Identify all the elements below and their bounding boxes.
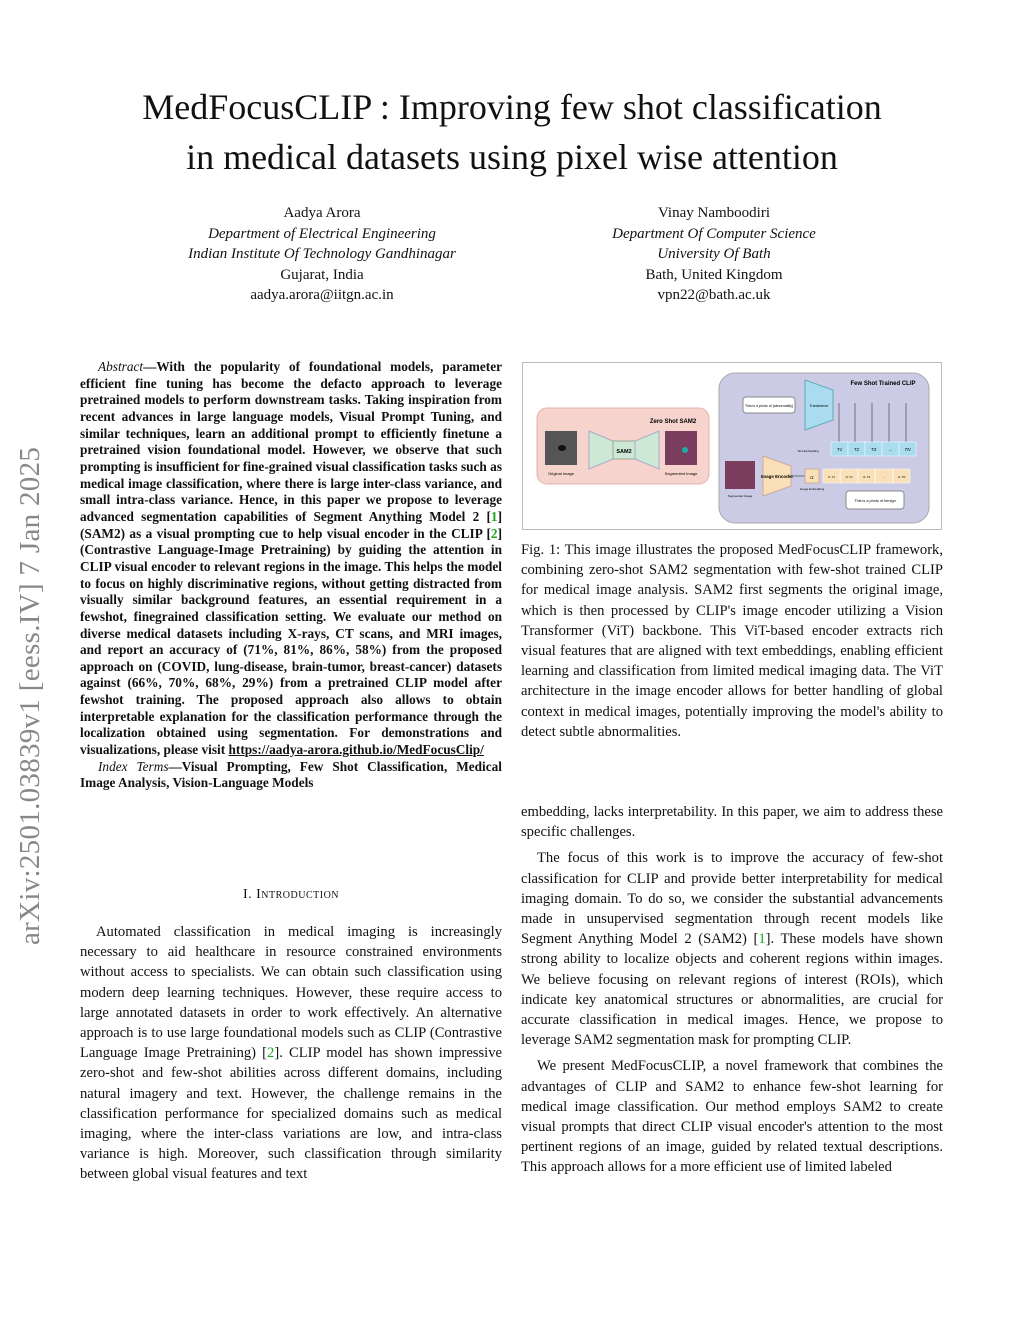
embedding-token: T1 <box>836 447 843 452</box>
original-image-label: Original Image <box>547 471 575 476</box>
title-line: in medical datasets using pixel wise attention <box>186 137 838 177</box>
section-heading-text: I. Introduction <box>242 887 340 902</box>
citation-link[interactable]: 1 <box>490 508 498 524</box>
embedding-token: I1·T3 <box>862 475 871 479</box>
text-encoder-label: Transformer <box>809 404 829 408</box>
text-segment: ]. These models have shown strong ability to localize objects and coherent regions within images. We believe focusing on relevant regions of interest (ROIs), which indicate key anatomical structures or abnormalities, are crucial for accurate classification in medical images. Hence, we propose to leverage SAM2 segmentation mask for prompting CLIP. <box>521 931 943 1049</box>
text-segment: —With the popularity of foundational models, parameter efficient fine tuning has become the defacto approach to leverage pretrained models to perform downstream tasks. Taking inspiration from recent advances in large language models, Visual Prompt Tuning, and similar techniques, learn an additional prompt to efficiently finetune a pretrained vision foundational model. However, we observe that such prompting is insufficient for fine-grained visual classification tasks such as medical image classification, where there is large inter-class variance, and small intra-class variance. Hence, in this paper we propose to leverage advanced segmentation capabilities of Segment Anything Model 2 [ <box>80 359 502 524</box>
embedding-token: ... <box>882 475 886 479</box>
segmented-image-label: Segmented Image <box>664 471 698 476</box>
text-segment: ] (Contrastive Language-Image Pretraining) by guiding the attention in CLIP visual encoder to relevant regions in the image. This helps the model to focus on highly discriminative regions, without getting distracted from visually similar background features, an essential requirement in a fewshot, finegrained classification setting. We evaluate our method on diverse medical datasets including X-rays, CT scans, and MRI images, and report an accuracy of (71%, 81%, 86%, 58%) from the proposed approach on (COVID, lung-disease, brain-tumor, breast-cancer) datasets against (66%, 70%, 68%, 29%) from a pretrained CLIP model after fewshot training. The proposed approach also allows to obtain interpretable explanation for the classification performance through the localization obtained using segmentation. For demonstrations and visualizations, please visit <box>80 525 502 758</box>
author-inst: Indian Institute Of Technology Gandhinagar <box>188 246 456 262</box>
embedding-token: I1·TN <box>897 475 906 479</box>
embedding-token: I1·T1 <box>827 475 836 479</box>
project-url-link[interactable]: https://aadya-arora.github.io/MedFocusClip/ <box>228 742 484 758</box>
figure-caption: Fig. 1: This image illustrates the proposed MedFocusCLIP framework, combining zero-shot SAM2 segmentation with few-shot trained CLIP for medical image analysis. SAM2 first segments the original image, which is then processed by CLIP's image encoder utilizing a Vision Transformer (ViT) backbone. This ViT-based encoder extracts rich visual features that are aligned with text embeddings, enabling efficient learning and classification from limited medical imaging data. The ViT architecture in the image encoder allows for better handling of global context in medical images, potentially improving the model's ability to detect subtle abnormalities. <box>521 542 943 740</box>
abstract-label: Abstract <box>98 359 144 374</box>
embedding-token: T3 <box>870 447 877 452</box>
citation-link[interactable]: 1 <box>758 931 766 948</box>
citation-link[interactable]: 2 <box>490 525 498 541</box>
paragraph <box>521 1056 943 1177</box>
title-line: MedFocusCLIP : Improving few shot classification <box>142 87 882 127</box>
author-location: Gujarat, India <box>280 266 364 283</box>
author-block <box>514 203 914 306</box>
sam2-panel-title: Zero Shot SAM2 <box>649 419 697 425</box>
arxiv-stamp: arXiv:2501.03839v1 [eess.IV] 7 Jan 2025 <box>14 446 46 945</box>
text-segment: We present MedFocusCLIP, a novel framework that combines the advantages of CLIP and SAM2 to enhance few-shot learning for medical image classification. Our method employs SAM2 to create visual prompts that direct CLIP visual encoder's attention to the most pertinent regions of an image, guided by related textual descriptions. This approach allows for a more efficient use of limited labeled <box>521 1058 943 1176</box>
paragraph <box>80 922 502 1185</box>
text-embedding-label: Text Embedding <box>797 449 819 453</box>
author-inst: University Of Bath <box>657 246 771 262</box>
author-location: Bath, United Kingdom <box>645 266 783 283</box>
image-embedding-label: Image Embedding <box>799 487 825 491</box>
output-text: This is a photo of benign <box>854 499 896 503</box>
segmented-image <box>665 431 697 465</box>
segmented-input-label: Segmented Image <box>727 494 753 498</box>
author-email[interactable]: aadya.arora@iitgn.ac.in <box>250 287 394 303</box>
abstract <box>80 359 502 792</box>
author-name: Vinay Namboodiri <box>658 205 770 221</box>
author-email[interactable]: vpn22@bath.ac.uk <box>657 287 771 303</box>
citation-link[interactable]: 2 <box>267 1045 275 1062</box>
index-terms: —Visual Prompting, Few Shot Classification, Medical Image Analysis, Vision-Language Models <box>80 758 502 791</box>
paragraph <box>521 848 943 1050</box>
image-embedding-token: I1 <box>810 475 814 480</box>
image-encoder-label: Image Encoder <box>760 474 794 479</box>
embedding-token: TN <box>904 447 911 452</box>
text-segment: ] (SAM2) as a visual prompting cue to help visual encoder in the CLIP [ <box>80 508 502 541</box>
prompt-text: This is a photo of {abnormality} <box>744 404 794 408</box>
figure-1 <box>522 362 942 530</box>
introduction-text <box>80 922 502 1185</box>
text-segment: ]. CLIP model has shown impressive zero-shot and few-shot abilities across different domains, including natural imagery and text. However, the challenge remains in the classification performance for specialized domains such as medical imaging, where the inter-class variations are low, and intra-class variance is high. Moreover, such classification through similarity between global visual features and text <box>80 1045 502 1183</box>
text-segment: The focus of this work is to improve the accuracy of few-shot classification for CLIP and provide better interpretability for medical imaging domain. To do so, we consider the substantial advancements made in unsupervised segmentation through recent models like Segment Anything Model 2 (SAM2) [ <box>521 850 943 948</box>
embedding-token: I1·T2 <box>845 475 853 479</box>
paragraph <box>521 802 943 842</box>
paper-title <box>0 82 1024 182</box>
sam2-block-label: SAM2 <box>616 449 632 455</box>
author-dept: Department of Electrical Engineering <box>208 225 436 242</box>
text-segment: Automated classification in medical imaging is increasingly necessary to aid healthcare in resource constrained environments without access to specialists. We can obtain such classification using modern deep learning techniques. However, these require access to large annotated datasets in order to work effectively. An alternative approach is to use large foundational models such as CLIP (Contrastive Language Image Pretraining) [ <box>80 924 502 1062</box>
right-column-text <box>521 802 943 1178</box>
embedding-token: T2 <box>853 447 860 452</box>
text-segment: embedding, lacks interpretability. In this paper, we aim to address these specific challenges. <box>521 804 943 841</box>
author-dept: Department Of Computer Science <box>612 225 816 242</box>
clip-panel-title: Few Shot Trained CLIP <box>850 381 916 387</box>
section-heading <box>80 887 502 903</box>
index-terms-label: Index Terms <box>98 758 169 774</box>
embedding-token: ... <box>888 447 893 452</box>
author-block <box>122 203 522 306</box>
author-name: Aadya Arora <box>283 205 361 221</box>
